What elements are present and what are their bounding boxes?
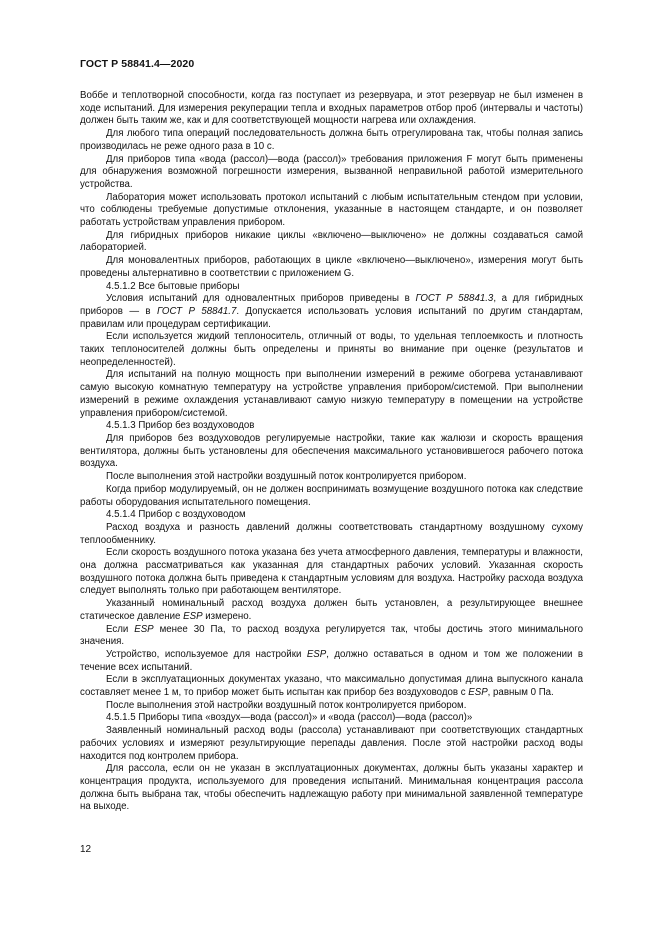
section-heading: 4.5.1.5 Приборы типа «воздух—вода (рассол)» и «вода (рассол)—вода (рассол)» bbox=[106, 712, 473, 724]
text-span: измерено. bbox=[202, 610, 252, 622]
paragraph: Если используется жидкий теплоноситель, отличный от воды, то удельная теплоемкость и плотность таких теплоносителей должны быть определены и приняты во внимание при оценке (результатов и неопределенностей). bbox=[80, 331, 583, 368]
paragraph: Для гибридных приборов никакие циклы «включено—выключено» не должны создаваться самой лабораторией. bbox=[80, 229, 583, 254]
paragraph: После выполнения этой настройки воздушный поток контролируется прибором. bbox=[106, 699, 467, 711]
paragraph: Для приборов типа «вода (рассол)—вода (рассол)» требования приложения F могут быть применены для обнаружения возможной погрешности измерения, вызванной неправильной работой измерительного устройства. bbox=[80, 153, 583, 190]
section-heading: 4.5.1.2 Все бытовые приборы bbox=[106, 280, 240, 292]
text-span: Указанный номинальный расход воздуха должен быть установлен, а результирующее внешнее статическое давление bbox=[80, 598, 583, 622]
text-span: Условия испытаний для одновалентных приборов приведены в bbox=[106, 293, 416, 305]
paragraph: Для любого типа операций последовательность должна быть отрегулирована так, чтобы полная запись производилась не реже одного раза в 10 с. bbox=[80, 128, 583, 152]
paragraph bbox=[80, 649, 583, 674]
italic-reference: ГОСТ Р 58841.7 bbox=[156, 305, 237, 317]
text-span: Если bbox=[106, 623, 135, 635]
page-header: ГОСТ Р 58841.4—2020 bbox=[80, 58, 195, 70]
text-span: , должно оставаться в одном и том же положении в течение всех испытаний. bbox=[80, 648, 584, 673]
paragraph: Когда прибор модулируемый, он не должен воспринимать возмущение воздушного потока как следствие работы оборудования испытательного помещения. bbox=[80, 483, 583, 508]
text-span: . Допускается использовать условия испытаний по другим стандартам, правилам или процедурам сертификации. bbox=[80, 305, 583, 330]
paragraph: Для приборов без воздуховодов регулируемые настройки, такие как жалюзи и скорость вращения вентилятора, должны быть установлены для обеспечения максимального установившегося рабочего потока воздуха. bbox=[80, 432, 583, 470]
paragraph: Лаборатория может использовать протокол испытаний с любым испытательным стендом при условии, что соблюдены требуемые допустимые отклонения, указанные в настоящем стандарте, и он позволяет работать устройствам управления прибором. bbox=[80, 191, 583, 229]
italic-reference: ESP bbox=[183, 610, 203, 622]
text-span: , а для гибридных приборов — в bbox=[80, 293, 584, 317]
text-span: Если в эксплуатационных документах указано, что максимально допустимая длина выпускного канала составляет менее 1 м, то прибор может быть испытан как прибор без воздуховодов с bbox=[80, 674, 583, 699]
paragraph: Расход воздуха и разность давлений должны соответствовать стандартному воздушному сухому теплообменнику. bbox=[80, 521, 583, 546]
paragraph: После выполнения этой настройки воздушный поток контролируется прибором. bbox=[106, 471, 467, 483]
text-span: Устройство, используемое для настройки bbox=[106, 648, 307, 660]
paragraph: Воббе и теплотворной способности, когда газ поступает из резервуара, и этот резервуар не был изменен в ходе испытаний. Для измерения рекуперации тепла и входных параметров отбор проб (интервалы и частоты) должен быть таким же, как и для соответствующей мощности нагрева или охлаждения. bbox=[80, 90, 583, 127]
paragraph bbox=[80, 624, 583, 649]
paragraph: Если скорость воздушного потока указана без учета атмосферного давления, температуры и влажности, она должна рассматриваться как указанная для стандартных рабочих условий. Указанная скорость воздушного потока должна быть приведена к стандартным условиям для воздуха. Настройку расхода воздуха следует выполнять только при работающем вентиляторе. bbox=[80, 547, 583, 597]
section-heading: 4.5.1.4 Прибор с воздуховодом bbox=[106, 509, 246, 521]
italic-reference: ГОСТ Р 58841.3 bbox=[415, 293, 494, 305]
italic-reference: ESP bbox=[468, 687, 488, 699]
paragraph bbox=[80, 293, 583, 331]
paragraph: Для рассола, если он не указан в эксплуатационных документах, должны быть указаны характер и концентрация продукта, используемого для проведения испытаний. Минимальная концентрация рассола должна быть выбрана так, чтобы обеспечить надлежащую работу при минимальной заявленной температуре на выходе. bbox=[80, 763, 583, 813]
paragraph: Заявленный номинальный расход воды (рассола) устанавливают при соответствующих стандартных рабочих условиях и измеряют результирующие перепады давления. После этой настройки расход воды находится под контролем прибора. bbox=[80, 725, 583, 762]
text-span: менее 30 Па, то расход воздуха регулируется так, чтобы достичь этого минимального значения. bbox=[80, 623, 583, 648]
document-body bbox=[80, 90, 583, 814]
paragraph: Для моновалентных приборов, работающих в цикле «включено—выключено», измерения могут быть проведены альтернативно в соответствии с приложением G. bbox=[80, 255, 583, 279]
text-span: , равным 0 Па. bbox=[487, 687, 554, 699]
italic-reference: ESP bbox=[306, 648, 327, 660]
paragraph bbox=[80, 598, 583, 623]
paragraph: Для испытаний на полную мощность при выполнении измерений в режиме обогрева устанавливают самую высокую комнатную температуру на устройстве управления прибором/системой. При выполнении измерений в режиме охлаждения устанавливают самую низкую температуру в помещении на устройстве управления прибором/системой. bbox=[80, 369, 583, 419]
paragraph bbox=[80, 674, 583, 699]
page-number: 12 bbox=[80, 844, 92, 855]
italic-reference: ESP bbox=[134, 623, 154, 635]
section-heading: 4.5.1.3 Прибор без воздуховодов bbox=[106, 420, 255, 432]
